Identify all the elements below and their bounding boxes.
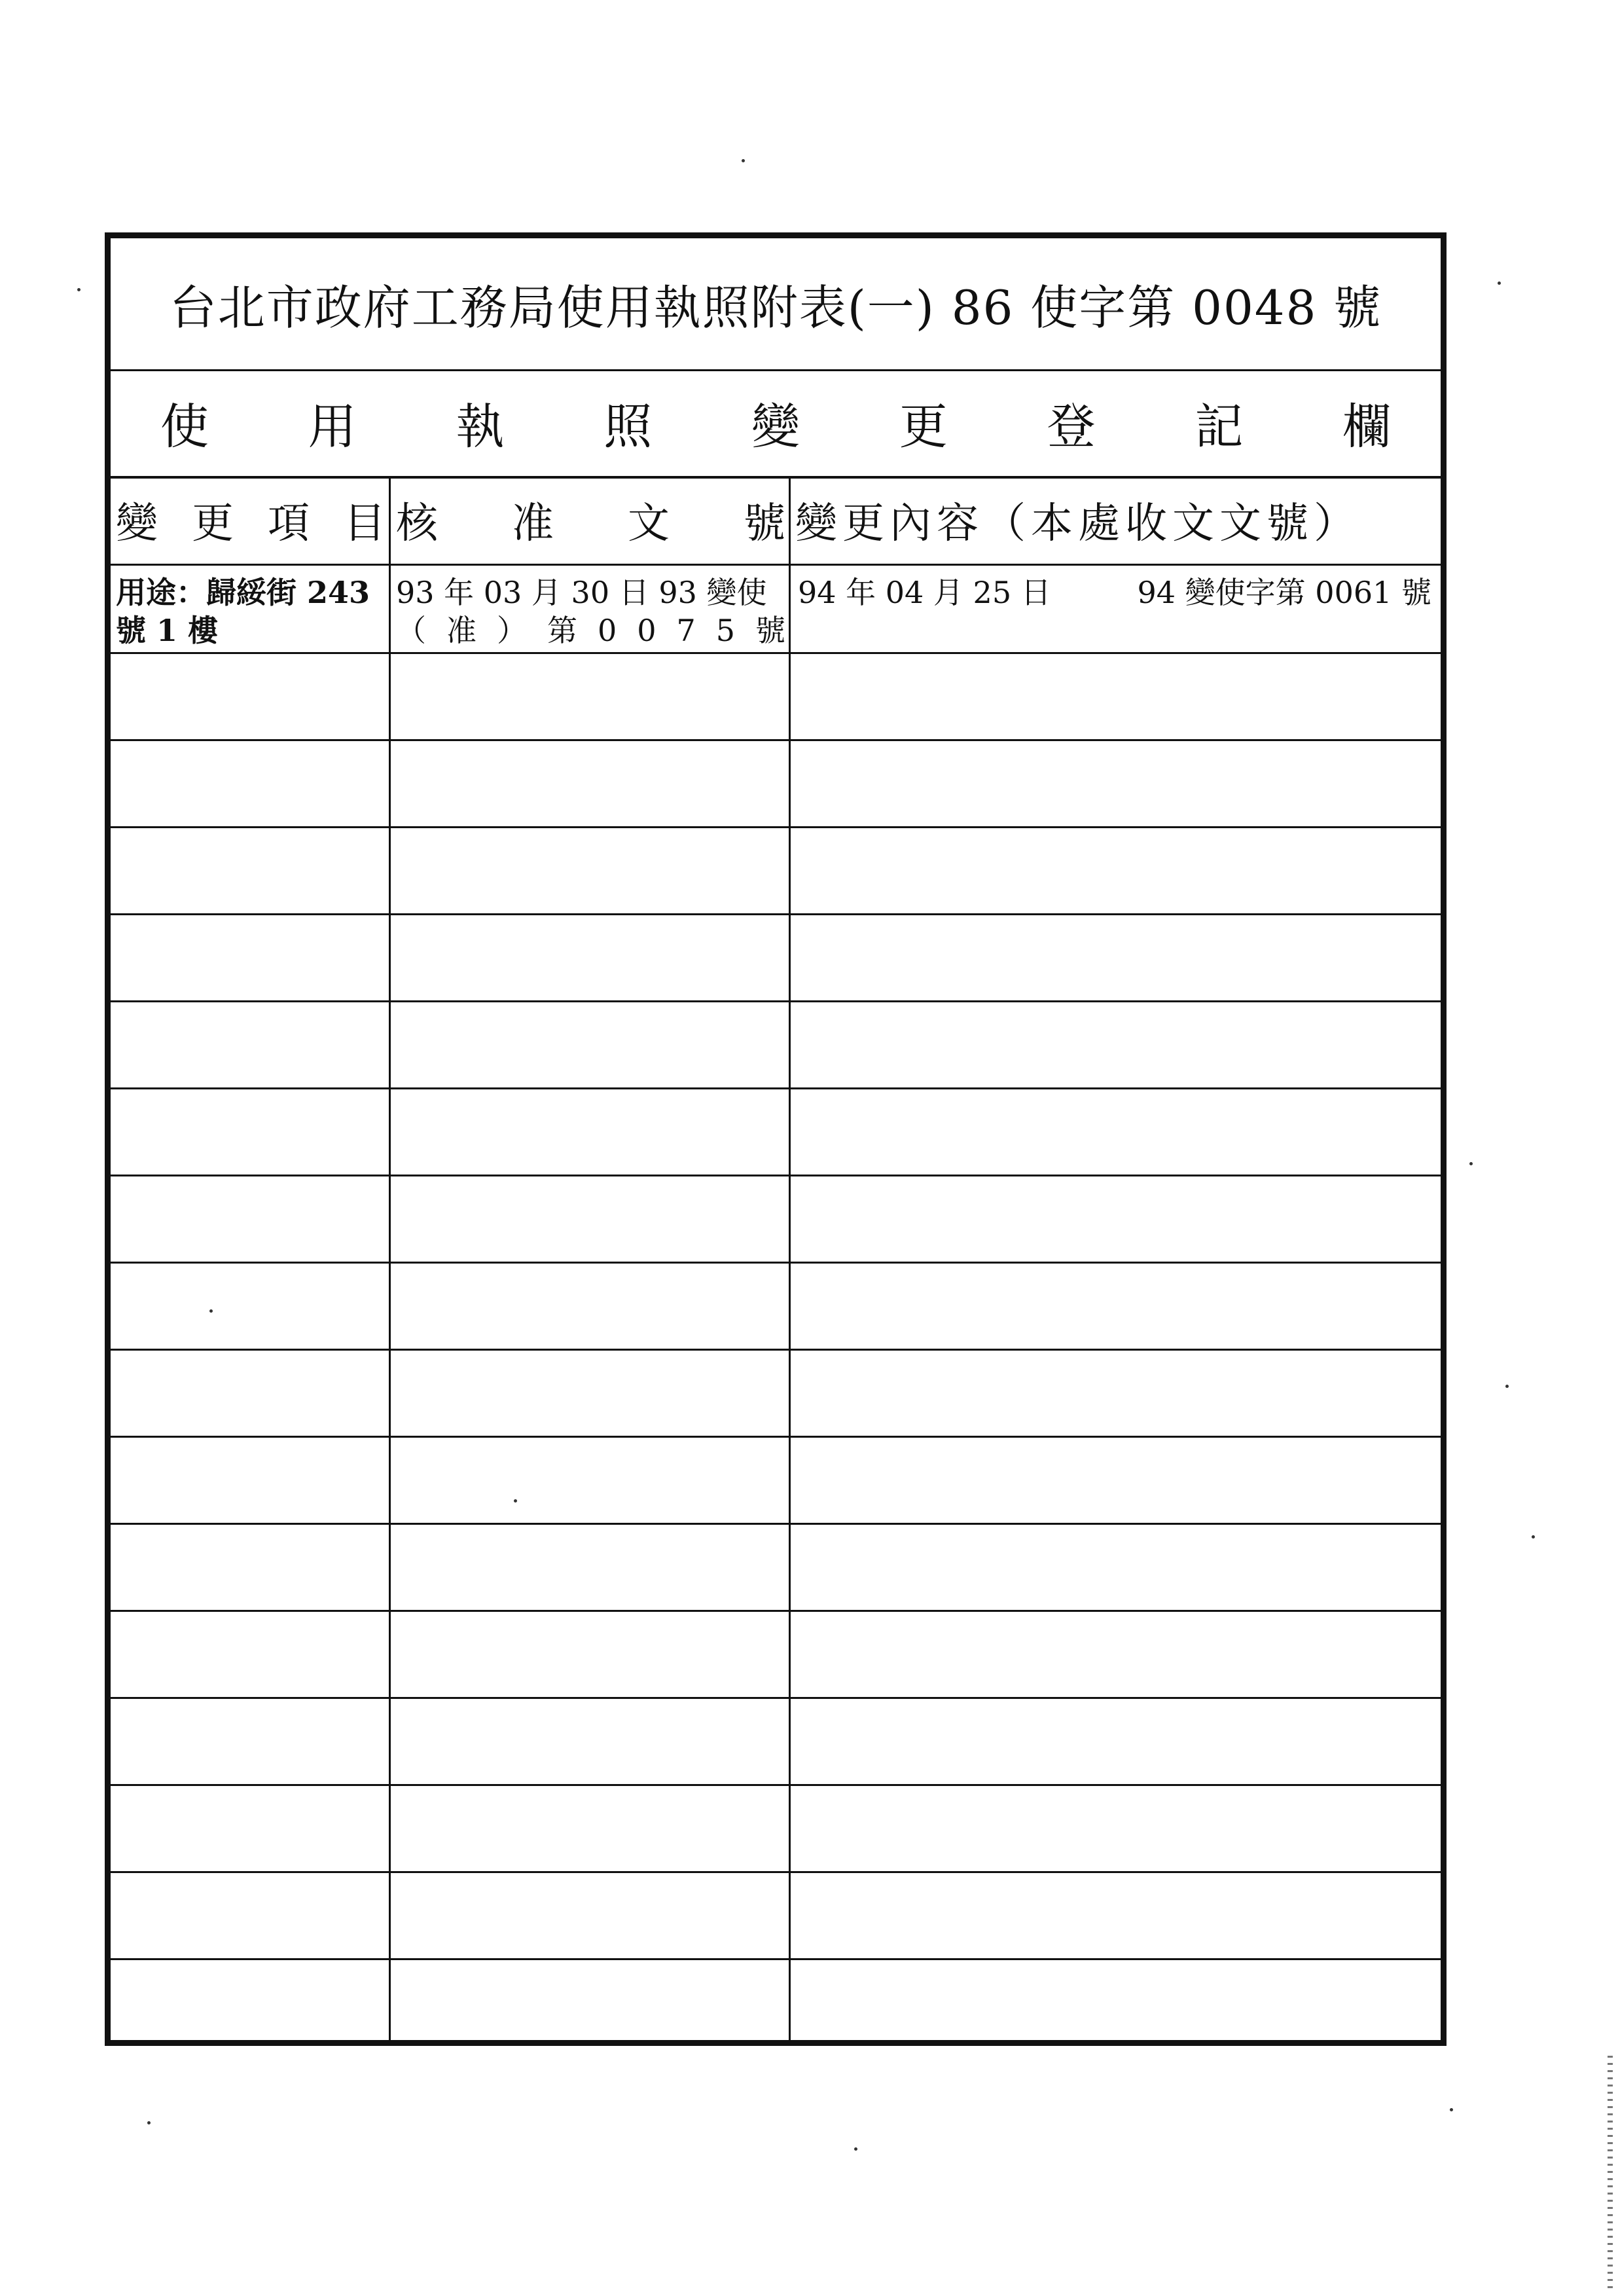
scan-speck — [147, 2121, 151, 2124]
subtitle-char: 用 — [308, 398, 357, 455]
scan-speck — [854, 2147, 857, 2151]
subtitle-char: 變 — [751, 398, 800, 455]
change-item-cell — [116, 566, 386, 652]
empty-table-row — [111, 1351, 1441, 1438]
empty-table-row — [111, 1089, 1441, 1176]
subtitle-char: 執 — [456, 398, 505, 455]
header-change-content — [795, 476, 1434, 564]
change-record-table — [111, 476, 1441, 2040]
empty-table-row — [111, 828, 1441, 915]
header-change-item — [116, 476, 386, 564]
table-row — [111, 566, 1441, 654]
empty-table-row — [111, 1612, 1441, 1699]
change-item-line: 號 1 樓 — [116, 613, 219, 648]
header-char: 准 — [512, 500, 554, 548]
header-text: 變更內容（本處收文文號） — [795, 500, 1361, 548]
empty-table-row — [111, 1176, 1441, 1264]
scan-speck — [1532, 1535, 1535, 1539]
approval-char: 0 — [597, 613, 617, 648]
empty-table-row — [111, 1525, 1441, 1612]
form-subtitle — [111, 369, 1441, 479]
scan-edge-marks — [1608, 2056, 1613, 2291]
approval-char: 號 — [755, 613, 785, 648]
scan-speck — [77, 288, 81, 291]
subtitle-char: 使 — [160, 398, 209, 455]
approval-number-cell — [396, 566, 785, 652]
empty-table-row — [111, 1438, 1441, 1525]
empty-table-row — [111, 1699, 1441, 1786]
header-char: 項 — [268, 500, 310, 548]
header-char: 目 — [344, 500, 386, 548]
scan-speck — [1450, 2108, 1453, 2111]
subtitle-char: 照 — [603, 398, 653, 455]
scan-speck — [514, 1499, 517, 1503]
content-date: 94 年 04 月 25 日 — [798, 575, 1051, 610]
usage-license-change-form — [105, 232, 1447, 2046]
approval-line — [396, 615, 785, 646]
empty-table-row — [111, 741, 1441, 828]
approval-char: 准 — [446, 613, 476, 648]
subtitle-char: 更 — [899, 398, 948, 455]
approval-char: 0 — [637, 613, 656, 648]
change-content-cell — [795, 566, 1434, 652]
header-char: 文 — [628, 500, 670, 548]
header-char: 號 — [744, 500, 785, 548]
header-approval-number — [396, 476, 785, 564]
subtitle-char: 記 — [1195, 398, 1244, 455]
header-char: 變 — [116, 500, 158, 548]
form-title: 台北市政府工務局使用執照附表(一) 86 使字第 0048 號 — [111, 238, 1441, 371]
scan-speck — [209, 1309, 213, 1313]
subtitle-char: 登 — [1047, 398, 1096, 455]
header-char: 核 — [396, 500, 438, 548]
scan-speck — [1469, 1162, 1473, 1165]
scan-speck — [742, 159, 745, 162]
approval-char: 5 — [715, 613, 736, 648]
empty-table-row — [111, 1960, 1441, 2047]
approval-char: 7 — [676, 613, 696, 648]
approval-char: 第 — [547, 613, 577, 648]
content-number: 94 變使字第 0061 號 — [1137, 575, 1431, 610]
empty-table-row — [111, 1264, 1441, 1351]
approval-line: 93 年 03 月 30 日 93 變使 — [396, 575, 767, 610]
scan-speck — [1505, 1385, 1509, 1388]
subtitle-char: 欄 — [1342, 398, 1392, 455]
header-char: 更 — [192, 500, 234, 548]
scan-speck — [1498, 282, 1501, 285]
empty-table-row — [111, 654, 1441, 741]
empty-table-row — [111, 1002, 1441, 1089]
change-item-line: 用途：歸綏街 243 — [116, 575, 370, 610]
approval-char: ） — [496, 613, 527, 648]
table-header-row — [111, 476, 1441, 566]
empty-table-row — [111, 1873, 1441, 1960]
approval-char: （ — [396, 613, 426, 648]
empty-table-row — [111, 1786, 1441, 1873]
empty-table-row — [111, 915, 1441, 1002]
